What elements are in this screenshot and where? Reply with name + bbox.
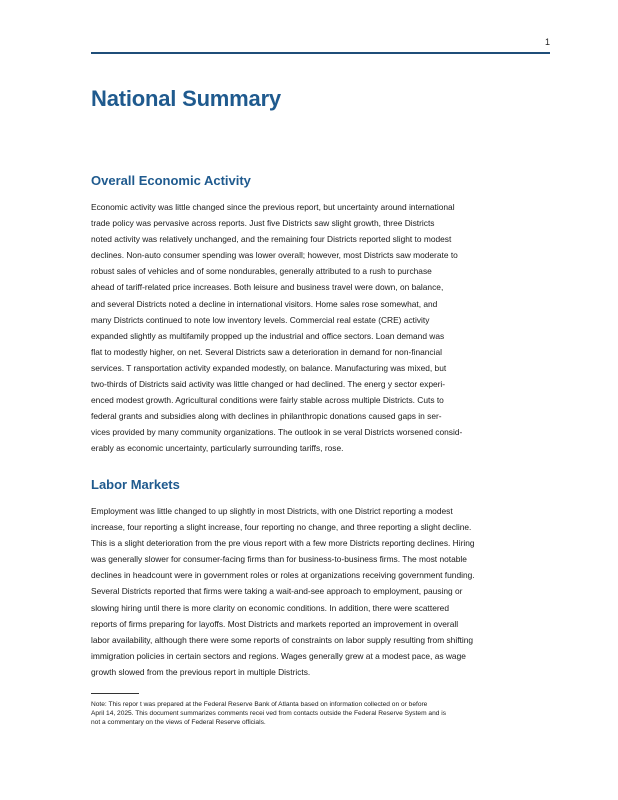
paragraph-line: was generally slower for consumer-facing firms than for business-to-business firms. The most notable bbox=[91, 554, 467, 565]
paragraph-line: and several Districts noted a decline in international visitors. Home sales rose somewhat, and bbox=[91, 298, 438, 309]
paragraph-line: declines. Non-auto consumer spending was lower overall; however, most Districts saw moderate to bbox=[91, 250, 458, 261]
footnote-rule bbox=[91, 693, 139, 694]
paragraph-line: noted activity was relatively unchanged, and the remaining four Districts reported slight to modest bbox=[91, 234, 452, 245]
paragraph-line: services. T ransportation activity expanded modestly, on balance. Manufacturing was mixed, but bbox=[91, 362, 447, 373]
paragraph-line: enced modest growth. Agricultural conditions were fairly stable across multiple Districts. Cuts to bbox=[91, 395, 444, 406]
header-rule bbox=[91, 52, 550, 54]
paragraph-line: declines in headcount were in government roles or roles at organizations receiving government funding. bbox=[91, 570, 475, 581]
paragraph-line: slowing hiring until there is more clarity on economic conditions. In addition, there were scattered bbox=[91, 602, 449, 613]
paragraph-labor-markets bbox=[91, 503, 533, 680]
paragraph-line: many Districts continued to note low inventory levels. Commercial real estate (CRE) activity bbox=[91, 314, 430, 325]
paragraph-line: increase, four reporting a slight increase, four reporting no change, and three reporting a slight decline. bbox=[91, 522, 472, 533]
paragraph-line: labor availability, although there were some reports of constraints on labor supply resulting from shifting bbox=[91, 634, 474, 645]
page-number: 1 bbox=[544, 37, 550, 47]
paragraph-line: trade policy was pervasive across reports. Just five Districts saw slight growth, three Districts bbox=[91, 218, 435, 229]
paragraph-line: Several Districts reported that firms were taking a wait-and-see approach to employment, pausing or bbox=[91, 586, 463, 597]
paragraph-line: immigration policies in certain sectors and regions. Wages generally grew at a modest pace, as wage bbox=[91, 650, 466, 661]
paragraph-line: Employment was little changed to up slightly in most Districts, with one District reporting a modest bbox=[91, 506, 453, 516]
footnote-line: Note: This repor t was prepared at the Federal Reserve Bank of Atlanta based on information collected on or before bbox=[91, 701, 428, 708]
paragraph-line: erably as economic uncertainty, particularly surrounding tariffs, rose. bbox=[91, 443, 344, 454]
footnote-line: April 14, 2025. This document summarizes comments recei ved from contacts outside the Federal Reserve System and is bbox=[91, 710, 446, 718]
paragraph-line: two-thirds of Districts said activity was little changed or had declined. The energ y sector experi- bbox=[91, 379, 446, 390]
footnote bbox=[91, 700, 537, 728]
section-heading-labor-markets: Labor Markets bbox=[91, 477, 180, 492]
paragraph-overall-economic-activity bbox=[91, 199, 533, 457]
page-title: National Summary bbox=[91, 86, 281, 111]
paragraph-line: expanded slightly as multifamily propped up the industrial and office sectors. Loan demand was bbox=[91, 330, 445, 341]
paragraph-line: vices provided by many community organizations. The outlook in se veral Districts worsened consid- bbox=[91, 427, 463, 438]
paragraph-line: This is a slight deterioration from the pre vious report with a few more Districts reporting declines. Hiring bbox=[91, 538, 475, 549]
paragraph-line: Economic activity was little changed since the previous report, but uncertainty around international bbox=[91, 202, 455, 212]
paragraph-line: robust sales of vehicles and of some nondurables, generally attributed to a rush to purchase bbox=[91, 266, 432, 277]
paragraph-line: federal grants and subsidies along with declines in philanthropic donations caused gaps in ser- bbox=[91, 411, 442, 422]
footnote-line: not a commentary on the views of Federal Reserve officials. bbox=[91, 719, 266, 727]
paragraph-line: reports of firms preparing for layoffs. Most Districts and markets reported an improvement in overall bbox=[91, 618, 459, 629]
paragraph-line: ahead of tariff-related price increases. Both leisure and business travel were down, on balance, bbox=[91, 282, 444, 293]
paragraph-line: growth slowed from the previous report in multiple Districts. bbox=[91, 666, 311, 677]
paragraph-line: flat to modestly higher, on net. Several Districts saw a deterioration in demand for non-financial bbox=[91, 346, 443, 357]
section-heading-overall-economic-activity: Overall Economic Activity bbox=[91, 173, 251, 188]
